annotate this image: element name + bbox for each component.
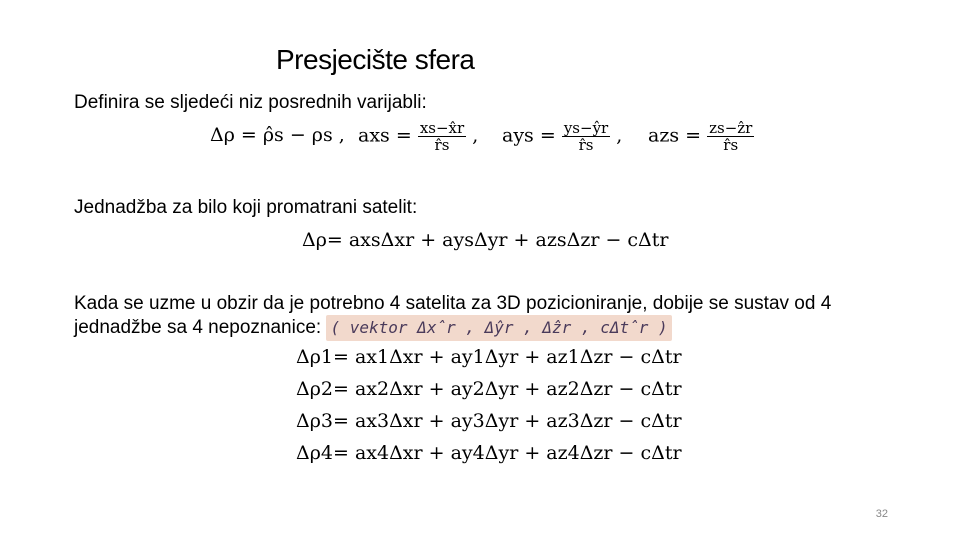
- single-equation: Δρ= axsΔxr + aysΔyr + azsΔzr − cΔtr: [302, 229, 669, 251]
- system-eq-1: Δρ1= ax1Δxr + ay1Δyr + az1Δzr − cΔtr: [296, 346, 682, 368]
- system-eq-2: Δρ2= ax2Δxr + ay2Δyr + az2Δzr − cΔtr: [296, 378, 682, 400]
- def-ax: [358, 120, 478, 153]
- def-ay-label: ays =: [502, 124, 556, 147]
- def-ay: [502, 120, 622, 153]
- def-ax-denominator: r̂s: [434, 136, 450, 154]
- def-ay-numerator: ys−ŷr: [563, 119, 609, 137]
- def-ay-denominator: r̂s: [578, 136, 594, 154]
- def-az-label: azs =: [648, 124, 702, 147]
- page-number: 32: [875, 508, 888, 520]
- system-eq-4: Δρ4= ax4Δxr + ay4Δyr + az4Δzr − cΔtr: [296, 442, 682, 464]
- def-az: [648, 120, 754, 153]
- def-az-denominator: r̂s: [723, 136, 739, 154]
- single-eq-intro: Jednadžba za bilo koji promatrani satelit:: [74, 197, 418, 218]
- system-eq-3: Δρ3= ax3Δxr + ay3Δyr + az3Δzr − cΔtr: [296, 410, 682, 432]
- def-az-numerator: zs−ẑr: [709, 119, 753, 137]
- def-ax-label: axs =: [358, 124, 412, 147]
- def-rho: Δρ = ρ̂s − ρs ,: [210, 124, 345, 146]
- slide-title: Presjecište sfera: [276, 44, 475, 75]
- intro-text: Definira se sljedeći niz posrednih varijabli:: [74, 92, 427, 113]
- def-ay-fraction: [562, 120, 610, 153]
- system-intro-line1: Kada se uzme u obzir da je potrebno 4 satelita za 3D pozicioniranje, dobije se sustav od 4: [74, 293, 832, 314]
- def-ay-comma: ,: [616, 124, 623, 147]
- def-ax-fraction: [418, 120, 466, 153]
- def-ax-comma: ,: [472, 124, 479, 147]
- system-intro-line2: [74, 315, 672, 341]
- handwritten-note: ( vektor Δx̂r , Δŷr , Δẑr , cΔt̂r ): [326, 315, 671, 341]
- def-ax-numerator: xs−x̂r: [419, 119, 465, 137]
- def-az-fraction: [707, 120, 754, 153]
- system-intro-text: jednadžbe sa 4 nepoznanice:: [74, 317, 322, 339]
